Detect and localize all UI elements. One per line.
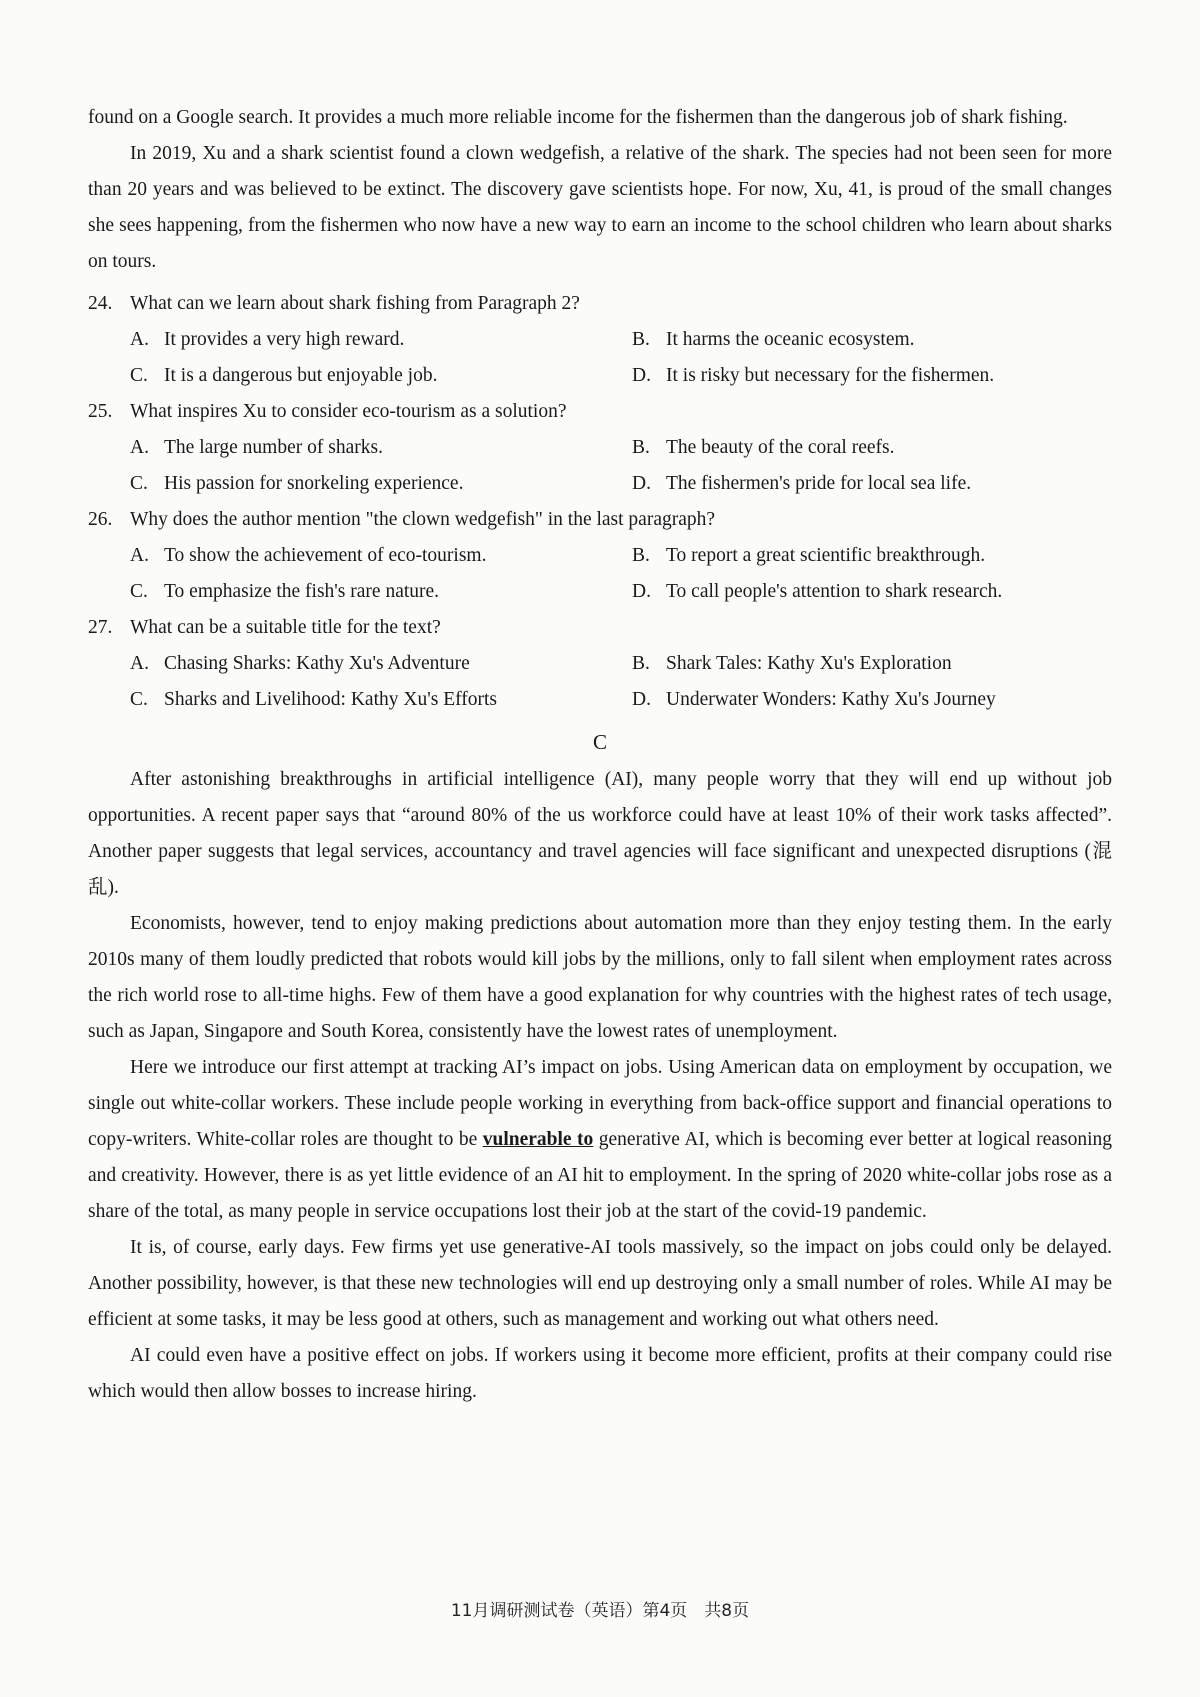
answer-option [632, 682, 1112, 718]
question-number: 27. [88, 617, 113, 638]
question-text: What inspires Xu to consider eco-tourism as a solution? [130, 401, 567, 422]
option-letter: A. [130, 545, 149, 566]
option-letter: B. [632, 545, 650, 566]
question-number: 26. [88, 509, 113, 530]
option-letter: D. [632, 365, 651, 386]
option-letter: D. [632, 581, 651, 602]
answer-option [130, 538, 632, 574]
question-stem [88, 394, 1112, 430]
passage-c-paragraph-1: After astonishing breakthroughs in artificial intelligence (AI), many people worry that they will end up without job opportunities. A recent paper says that “around 80% of the us workforce could have at least 10% of their work tasks affected”. Another paper suggests that legal services, accountancy and travel agencies will face significant and unexpected disruptions (混乱). [88, 769, 1112, 898]
option-text: His passion for snorkeling experience. [164, 473, 464, 494]
option-text: Underwater Wonders: Kathy Xu's Journey [666, 689, 996, 710]
answer-option [130, 682, 632, 718]
option-text: The large number of sharks. [164, 437, 383, 458]
answer-option [632, 358, 1112, 394]
question-number: 24. [88, 293, 113, 314]
answer-option [130, 646, 632, 682]
option-text: The beauty of the coral reefs. [666, 437, 895, 458]
answer-option [130, 574, 632, 610]
passage-b-last-paragraph: In 2019, Xu and a shark scientist found a clown wedgefish, a relative of the shark. The species had not been seen for more than 20 years and was believed to be extinct. The discovery gave scientists hope. For now, Xu, 41, is proud of the small changes she sees happening, from the fishermen who now have a new way to earn an income to the school children who learn about sharks on tours. [88, 143, 1112, 272]
question-text: What can we learn about shark fishing from Paragraph 2? [130, 293, 580, 314]
question-list [88, 286, 1112, 718]
option-text: To call people's attention to shark research. [666, 581, 1003, 602]
answer-options [88, 430, 1112, 502]
option-text: Shark Tales: Kathy Xu's Exploration [666, 653, 952, 674]
paragraph-3-text-before: Here we introduce our first attempt at tracking AI’s impact on jobs. Using American data on employment by occupation, we single out white-collar workers. These include people working in everything from back-office support and financial operations to copy-writers. White-collar roles are thought to be [88, 1057, 1112, 1150]
passage-c-paragraph-3 [88, 1050, 1112, 1230]
question-block [88, 286, 1112, 394]
question-stem [88, 610, 1112, 646]
option-letter: C. [130, 473, 148, 494]
answer-option [130, 466, 632, 502]
option-text: Sharks and Livelihood: Kathy Xu's Efforts [164, 689, 497, 710]
option-letter: B. [632, 653, 650, 674]
answer-option [130, 322, 632, 358]
option-text: To report a great scientific breakthrough. [666, 545, 986, 566]
answer-options [88, 538, 1112, 610]
answer-option [130, 358, 632, 394]
option-letter: C. [130, 365, 148, 386]
question-block [88, 502, 1112, 610]
answer-option [632, 430, 1112, 466]
option-letter: D. [632, 473, 651, 494]
answer-options [88, 322, 1112, 394]
option-letter: D. [632, 689, 651, 710]
question-text: What can be a suitable title for the text? [130, 617, 441, 638]
option-text: It is risky but necessary for the fishermen. [666, 365, 995, 386]
answer-option [130, 430, 632, 466]
option-text: To emphasize the fish's rare nature. [164, 581, 440, 602]
option-text: Chasing Sharks: Kathy Xu's Adventure [164, 653, 470, 674]
option-text: It provides a very high reward. [164, 329, 405, 350]
option-text: To show the achievement of eco-tourism. [164, 545, 487, 566]
section-heading: C [592, 730, 607, 754]
answer-option [632, 574, 1112, 610]
option-letter: B. [632, 437, 650, 458]
paragraph-3-text-after: generative AI, which is becoming ever better at logical reasoning and creativity. However, there is as yet little evidence of an AI hit to employment. In the spring of 2020 white-collar jobs rose as a share of the total, as many people in service occupations lost their job at the start of the covid-19 pandemic. [88, 1129, 1112, 1222]
question-text: Why does the author mention "the clown wedgefish" in the last paragraph? [130, 509, 716, 530]
passage-c-paragraph-5: AI could even have a positive effect on jobs. If workers using it become more efficient, profits at their company could rise which would then allow bosses to increase hiring. [88, 1345, 1112, 1402]
underlined-phrase: vulnerable to [482, 1129, 594, 1150]
option-letter: A. [130, 653, 149, 674]
answer-option [632, 466, 1112, 502]
answer-options [88, 646, 1112, 718]
option-letter: A. [130, 437, 149, 458]
question-stem [88, 286, 1112, 322]
question-block [88, 610, 1112, 718]
option-letter: B. [632, 329, 650, 350]
question-block [88, 394, 1112, 502]
passage-b-paragraph-tail: found on a Google search. It provides a much more reliable income for the fishermen than the dangerous job of shark fishing. [88, 107, 1068, 128]
option-text: It harms the oceanic ecosystem. [666, 329, 915, 350]
page-content [88, 100, 1112, 1410]
passage-c-paragraph-4: It is, of course, early days. Few firms yet use generative-AI tools massively, so the impact on jobs could only be delayed. Another possibility, however, is that these new technologies will end up destroying only a small number of roles. While AI may be efficient at some tasks, it may be less good at others, such as management and working out what others need. [88, 1237, 1112, 1330]
question-stem [88, 502, 1112, 538]
page-footer: 11月调研测试卷（英语）第4页 共8页 [450, 1601, 750, 1621]
option-letter: C. [130, 581, 148, 602]
answer-option [632, 322, 1112, 358]
passage-c-paragraph-2: Economists, however, tend to enjoy making predictions about automation more than they enjoy testing them. In the early 2010s many of them loudly predicted that robots would kill jobs by the millions, only to fall silent when employment rates across the rich world rose to all-time highs. Few of them have a good explanation for why countries with the highest rates of tech usage, such as Japan, Singapore and South Korea, consistently have the lowest rates of unemployment. [88, 913, 1112, 1042]
question-number: 25. [88, 401, 113, 422]
answer-option [632, 646, 1112, 682]
option-letter: C. [130, 689, 148, 710]
answer-option [632, 538, 1112, 574]
option-text: It is a dangerous but enjoyable job. [164, 365, 438, 386]
option-letter: A. [130, 329, 149, 350]
option-text: The fishermen's pride for local sea life. [666, 473, 972, 494]
